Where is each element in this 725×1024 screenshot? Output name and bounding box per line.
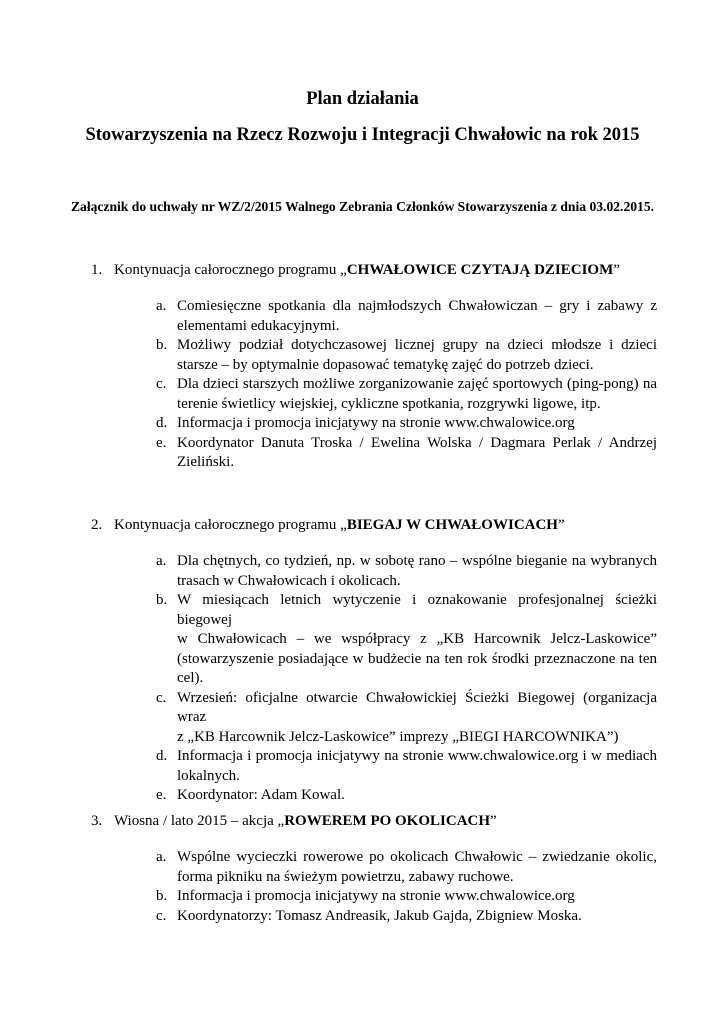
item-letter: e. [156, 434, 167, 451]
item-line: Wspólne wycieczki rowerowe po okolicach Chwałowic – zwiedzanie okolic, [177, 849, 657, 865]
item-line: Informacja i promocja inicjatywy na stronie www.chwalowice.org i w mediach [177, 748, 657, 764]
list-item [0, 297, 657, 336]
item-line: forma pikniku na świeżym powietrzu, zabawy ruchowe. [177, 868, 514, 885]
section-heading-text [114, 811, 497, 831]
item-letter: c. [156, 376, 167, 392]
section-number: 2. [91, 517, 103, 533]
program-name: CHWAŁOWICE CZYTAJĄ DZIECIOM [346, 262, 614, 278]
section-heading-text [114, 260, 620, 280]
item-letter: d. [156, 748, 168, 764]
item-line: z „KB Harcownik Jelcz-Laskowice” imprezy „BIEGI HARCOWNIKA”) [177, 728, 619, 745]
heading-prefix: Kontynuacja całorocznego programu „ [114, 517, 347, 533]
list-item [0, 375, 657, 414]
section-3 [0, 811, 725, 926]
item-letter: a. [156, 849, 167, 865]
item-line: Informacja i promocja inicjatywy na stronie www.chwalowice.org [177, 888, 575, 904]
item-line: starsze – by optymalnie dopasować tematykę zajęć do potrzeb dzieci. [177, 356, 594, 373]
list-item [0, 907, 657, 927]
list-item [0, 689, 657, 748]
section-number: 1. [91, 262, 103, 278]
attachment-note: Załącznik do uchwały nr WZ/2/2015 Walnego Zebrania Członków Stowarzyszenia z dnia 03.02.2015. [70, 199, 655, 214]
item-line: Comiesięczne spotkania dla najmłodszych Chwałowiczan – gry i zabawy z [177, 298, 657, 314]
item-list [0, 297, 725, 473]
item-letter: e. [156, 787, 167, 803]
item-letter: b. [156, 337, 168, 353]
program-name: BIEGAJ W CHWAŁOWICACH [346, 517, 558, 533]
list-item [0, 887, 657, 907]
item-letter: a. [156, 553, 167, 569]
item-line: Informacja i promocja inicjatywy na stronie www.chwalowice.org [177, 415, 575, 431]
item-line: Dla dzieci starszych możliwe zorganizowanie zajęć sportowych (ping-pong) na [177, 376, 657, 392]
list-item [0, 848, 657, 887]
item-line: Możliwy podział dotychczasowej licznej grupy na dzieci młodsze i dzieci [177, 337, 657, 353]
heading-suffix: ” [490, 813, 497, 829]
list-item [0, 552, 657, 591]
section-heading [0, 811, 725, 831]
item-line: trasach w Chwałowicach i okolicach. [177, 572, 401, 589]
item-line: (stowarzyszenie posiadające w budżecie na ten rok środki przeznaczone na ten [177, 650, 657, 667]
item-line: elementami edukacyjnymi. [177, 317, 340, 334]
item-line: cel). [177, 670, 204, 686]
item-line: Dla chętnych, co tydzień, np. w sobotę rano – wspólne bieganie na wybranych [177, 553, 657, 569]
section-heading [0, 515, 725, 535]
item-line: Zieliński. [177, 454, 235, 470]
item-line: W miesiącach letnich wytyczenie i oznakowanie profesjonalnej ścieżki biegowej [177, 592, 657, 628]
item-letter: c. [156, 689, 167, 706]
list-item [0, 414, 657, 434]
program-name: ROWEREM PO OKOLICACH [284, 813, 491, 829]
section-number: 3. [91, 813, 103, 829]
item-letter: d. [156, 415, 168, 431]
item-line: Koordynatorzy: Tomasz Andreasik, Jakub Gajda, Zbigniew Moska. [177, 907, 582, 924]
item-letter: b. [156, 592, 168, 608]
item-letter: c. [156, 907, 167, 924]
item-list [0, 552, 725, 806]
item-line: Koordynator: Adam Kowal. [177, 787, 345, 803]
heading-suffix: ” [613, 262, 620, 278]
item-letter: b. [156, 888, 168, 904]
item-line: lokalnych. [177, 767, 240, 784]
list-item [0, 786, 657, 806]
section-heading [0, 260, 725, 280]
document-title: Plan działania [306, 89, 419, 109]
item-line: terenie świetlicy wiejskiej, cykliczne spotkania, rozgrywki ligowe, itp. [177, 395, 601, 412]
item-letter: a. [156, 298, 167, 314]
section-1 [0, 260, 725, 473]
heading-prefix: Kontynuacja całorocznego programu „ [114, 262, 347, 278]
document-subtitle: Stowarzyszenia na Rzecz Rozwoju i Integracji Chwałowic na rok 2015 [85, 125, 640, 145]
heading-prefix: Wiosna / lato 2015 – akcja „ [114, 813, 285, 829]
section-2 [0, 515, 725, 806]
heading-suffix: ” [557, 517, 565, 533]
list-item [0, 434, 657, 473]
item-line: Koordynator Danuta Troska / Ewelina Wolska / Dagmara Perlak / Andrzej [177, 434, 657, 451]
item-line: Wrzesień: oficjalne otwarcie Chwałowickiej Ścieżki Biegowej (organizacja wraz [177, 689, 657, 725]
list-item [0, 336, 657, 375]
section-heading-text [114, 515, 565, 535]
list-item [0, 747, 657, 786]
item-line: w Chwałowicach – we współpracy z „KB Harcownik Jelcz-Laskowice” [177, 631, 657, 647]
list-item [0, 591, 657, 689]
item-list [0, 848, 725, 926]
